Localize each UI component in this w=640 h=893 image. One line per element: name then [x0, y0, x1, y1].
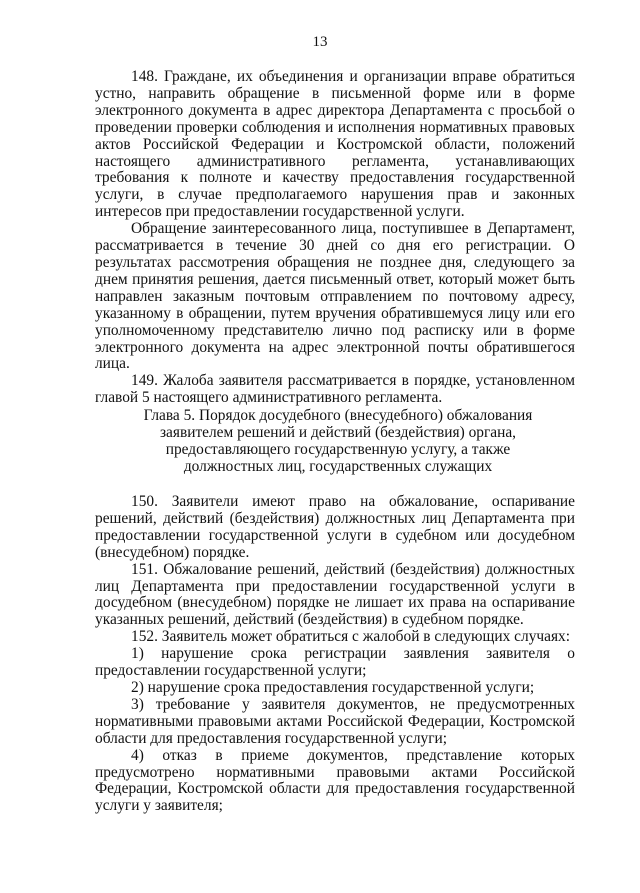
list-item-2: 2) нарушение срока предоставления государственной услуги;: [131, 678, 535, 696]
chapter-heading: Глава 5. Порядок досудебного (внесудебного) обжалования заявителем решений и действий (бездействия) органа, предоставляющего государственную услугу, а также должностных лиц, государственных служащих: [143, 407, 533, 475]
paragraph-appeal-review: Обращение заинтересованного лица, поступившее в Департамент, рассматривается в течение 30 дней со дня его регистрации. О результатах рассмотрения обращения не позднее дня, следующего за днем принятия решения, дается письменный ответ, который может быть направлен заказным почтовым отправлением по почтовому адресу, указанному в обращении, путем вручения обратившемуся лицу или его уполномоченному представителю лично под расписку или в форме электронного документа на адрес электронной почты обратившегося лица.: [95, 220, 575, 373]
paragraph-152: 152. Заявитель может обратиться с жалобой в следующих случаях:: [131, 628, 571, 646]
list-item-1: 1) нарушение срока регистрации заявления заявителя о предоставлении государственной услуги;: [95, 645, 575, 680]
paragraph-151: 151. Обжалование решений, действий (бездействия) должностных лиц Департамента при предоставлении государственной услуги в досудебном (внесудебном) порядке не лишает их права на оспаривание указанных решений, действий (бездействия) в судебном порядке.: [95, 560, 575, 629]
list-item-3: 3) требование у заявителя документов, не предусмотренных нормативными правовыми актами Российской Федерации, Костромской области для предоставления государственной услуги;: [95, 695, 575, 747]
text-block-bottom: [95, 494, 575, 815]
text-block-top: [95, 69, 575, 407]
paragraph-149: 149. Жалоба заявителя рассматривается в порядке, установленном главой 5 настоящего административного регламента.: [95, 372, 575, 407]
list-item-4: 4) отказ в приеме документов, представление которых предусмотрено нормативными правовыми актами Российской Федерации, Костромской области для предоставления государственной услуги у заявителя;: [95, 746, 575, 815]
page-number: 13: [312, 34, 328, 50]
paragraph-150: 150. Заявители имеют право на обжалование, оспаривание решений, действий (бездействия) должностных лиц Департамента при предоставлении государственной услуги в судебном или досудебном (внесудебном) порядке.: [95, 493, 575, 561]
paragraph-148: 148. Граждане, их объединения и организации вправе обратиться устно, направить обращение в письменной форме или в форме электронного документа в адрес директора Департамента с просьбой о проведении проверки соблюдения и исполнения нормативных правовых актов Российской Федерации и Костромской области, положений настоящего административного регламента, устанавливающих требования к полноте и качеству предоставления государственной услуги, в случае предполагаемого нарушения прав и законных интересов при предоставлении государственной услуги.: [95, 68, 575, 221]
